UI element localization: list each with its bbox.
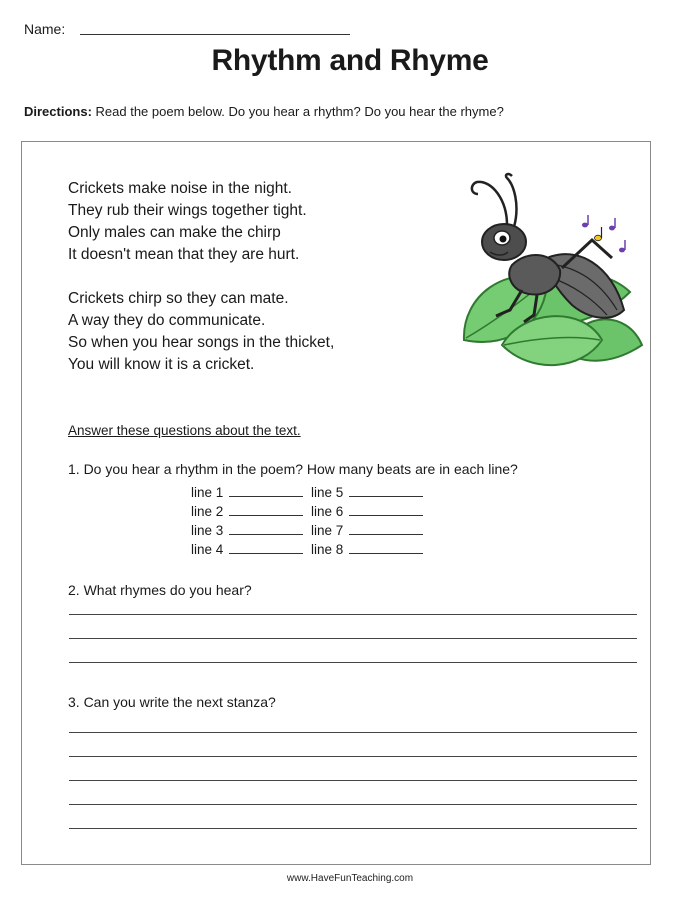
beat-row [191, 523, 427, 538]
name-label: Name: [24, 21, 66, 37]
answer-line[interactable] [69, 662, 637, 663]
answer-line[interactable] [69, 780, 637, 781]
beat-answer-field[interactable] [229, 523, 303, 535]
beat-label: line 2 [191, 504, 224, 519]
beat-answer-field[interactable] [349, 485, 423, 497]
directions-label: Directions: [24, 104, 92, 119]
answer-line[interactable] [69, 804, 637, 805]
beat-label: line 3 [191, 523, 224, 538]
directions-text: Read the poem below. Do you hear a rhythm? Do you hear the rhyme? [91, 104, 504, 119]
poem-line: You will know it is a cricket. [68, 356, 255, 373]
footer-site-link[interactable]: www.HaveFunTeaching.com [286, 873, 414, 884]
beat-row [191, 542, 427, 557]
beat-row [191, 485, 427, 500]
poem-line: So when you hear songs in the thicket, [68, 334, 335, 351]
beat-row [191, 504, 427, 519]
poem-stanza-1 [68, 178, 307, 266]
beat-answer-field[interactable] [229, 542, 303, 554]
cricket-body [509, 255, 560, 295]
beat-label: line 5 [311, 485, 344, 500]
poem-line: Only males can make the chirp [68, 224, 281, 241]
question-1: 1. Do you hear a rhythm in the poem? How many beats are in each line? [68, 461, 518, 477]
poem-line: Crickets chirp so they can mate. [68, 290, 289, 307]
beat-answer-field[interactable] [229, 504, 303, 516]
beat-label: line 6 [311, 504, 344, 519]
beat-answer-field[interactable] [349, 542, 423, 554]
beat-label: line 4 [191, 542, 224, 557]
poem-line: They rub their wings together tight. [68, 202, 307, 219]
poem-line: A way they do communicate. [68, 312, 266, 329]
questions-heading: Answer these questions about the text. [68, 423, 301, 438]
question-3: 3. Can you write the next stanza? [68, 694, 276, 710]
answer-line[interactable] [69, 638, 637, 639]
directions [24, 104, 504, 119]
poem-line: Crickets make noise in the night. [68, 180, 292, 197]
answer-line[interactable] [69, 756, 637, 757]
worksheet-title: Rhythm and Rhyme [211, 44, 489, 77]
answer-line[interactable] [69, 732, 637, 733]
cricket-pupil [500, 236, 507, 243]
beat-answer-field[interactable] [229, 485, 303, 497]
music-note-icon [582, 215, 625, 252]
beat-answer-field[interactable] [349, 523, 423, 535]
beat-answer-field[interactable] [349, 504, 423, 516]
answer-line[interactable] [69, 614, 637, 615]
beat-label: line 1 [191, 485, 224, 500]
answer-line[interactable] [69, 828, 637, 829]
cricket-illustration [452, 170, 648, 386]
question-2: 2. What rhymes do you hear? [68, 582, 252, 598]
beat-label: line 7 [311, 523, 344, 538]
poem-line: It doesn't mean that they are hurt. [68, 246, 300, 263]
poem-stanza-2 [68, 288, 334, 376]
beat-label: line 8 [311, 542, 344, 557]
cricket-antenna [472, 182, 507, 225]
name-field[interactable] [80, 34, 350, 35]
